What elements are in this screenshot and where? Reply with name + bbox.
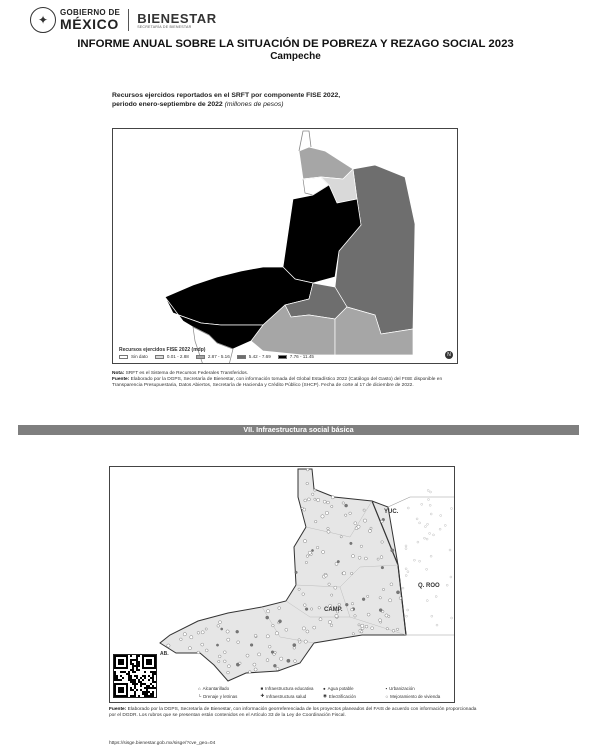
project-point (362, 598, 365, 601)
project-point (219, 621, 222, 624)
document-title: INFORME ANUAL SOBRE LA SITUACIÓN DE POBREZA Y REZAGO SOCIAL 2023 (77, 38, 514, 50)
project-point (258, 653, 261, 656)
fuente-label: Fuente: (112, 377, 130, 383)
project-point (306, 555, 309, 558)
neighbor-point (424, 537, 426, 539)
neighbor-point (405, 568, 407, 570)
header-divider (128, 9, 129, 31)
map2-legend-item (198, 686, 261, 691)
neighbor-point (451, 508, 453, 510)
project-point (301, 507, 303, 509)
neighbor-point (426, 568, 428, 570)
project-point (318, 607, 320, 609)
project-point (350, 572, 352, 574)
map2-legend-item (323, 686, 386, 691)
project-point (361, 624, 364, 627)
gov-line1: GOBIERNO DE (60, 8, 121, 17)
project-point (338, 603, 341, 606)
project-point (218, 660, 220, 662)
neighbor-point (413, 559, 415, 561)
neighbor-point (430, 491, 432, 493)
neighbor-point (449, 549, 451, 551)
project-point (365, 625, 368, 628)
legend-label: 7.76 - 11.45 (289, 354, 314, 359)
infrastructure-map (110, 467, 454, 702)
government-logo (60, 9, 120, 31)
label-ab: AB. (160, 651, 169, 657)
home-improvement-icon: ○ (385, 693, 389, 699)
project-point (324, 574, 327, 577)
project-point (227, 638, 230, 641)
project-point (227, 665, 230, 668)
project-point (381, 520, 384, 523)
neighbor-point (440, 515, 442, 517)
neighbor-point (402, 587, 404, 589)
project-point (382, 588, 384, 590)
project-point (314, 520, 316, 522)
project-point (266, 610, 269, 613)
project-point (360, 545, 362, 547)
agency-logo (137, 12, 217, 29)
map2-legend-label: Drenaje y letrinas (203, 693, 238, 699)
project-point (311, 549, 313, 551)
project-point (363, 509, 365, 511)
project-point (236, 630, 239, 633)
map2-legend (198, 686, 448, 699)
project-point (180, 638, 183, 641)
fuente2-label: Fuente: (109, 707, 127, 712)
project-point (201, 631, 204, 634)
project-point (396, 628, 398, 630)
project-point (399, 597, 402, 600)
project-point (246, 654, 249, 657)
project-point (328, 620, 331, 623)
map2-legend-label: Infraestructura salud (266, 693, 307, 699)
neighbor-point (417, 541, 419, 543)
project-point (217, 625, 220, 628)
project-point (334, 586, 337, 589)
section-heading: VII. Infraestructura social básica (18, 425, 579, 435)
neighbor-point (427, 489, 429, 491)
project-point (310, 608, 312, 610)
campeche-state-area (160, 469, 406, 681)
neighbor-point (406, 615, 408, 617)
project-point (392, 629, 395, 632)
north-arrow-icon: N (445, 351, 453, 359)
legend-swatch (119, 355, 128, 359)
project-point (388, 615, 390, 617)
project-point (227, 671, 230, 674)
project-point (379, 619, 382, 622)
map2-legend-item (261, 686, 324, 691)
project-point (205, 649, 208, 652)
project-point (298, 588, 300, 590)
map1-caption-units: (millones de pesos) (224, 101, 284, 108)
project-point (271, 651, 274, 654)
project-point (342, 572, 345, 575)
project-point (325, 511, 328, 514)
neighbor-point (446, 584, 448, 586)
project-point (221, 628, 223, 630)
project-point (322, 550, 325, 553)
project-point (237, 641, 240, 644)
label-qroo: Q. ROO (418, 583, 440, 589)
legend-swatch (196, 355, 205, 359)
map1-caption-line1: Recursos ejercidos reportados en el SRFT por componente FISE 2022, (112, 92, 341, 99)
project-point (197, 631, 200, 634)
map1-legend-row (119, 354, 318, 359)
page-header (30, 6, 217, 34)
map2-legend-label: Electrificación (328, 693, 356, 699)
neighbor-point (407, 507, 409, 509)
project-point (391, 549, 394, 552)
project-point (253, 663, 256, 666)
project-point (274, 651, 276, 653)
choropleth-map (113, 129, 457, 363)
project-point (379, 609, 382, 612)
project-point (295, 571, 298, 574)
project-point (302, 593, 305, 596)
project-point (354, 522, 357, 525)
map1-caption (112, 91, 458, 109)
map2-legend-label: Urbanización (389, 686, 415, 691)
map1-frame (112, 128, 458, 364)
project-point (367, 613, 370, 616)
project-point (368, 529, 371, 532)
project-point (340, 536, 342, 538)
project-point (293, 647, 296, 650)
project-point (304, 499, 307, 502)
project-point (308, 551, 311, 554)
map2-legend-label: Infraestructura educativa (265, 686, 314, 691)
yucatan-border (388, 497, 454, 507)
project-point (314, 489, 316, 491)
neighbor-point (421, 503, 423, 505)
project-point (331, 496, 334, 499)
neighbor-point (407, 609, 409, 611)
project-point (396, 591, 399, 594)
legend-swatch (155, 355, 164, 359)
project-point (306, 468, 308, 470)
project-point (305, 608, 308, 611)
project-point (201, 643, 204, 646)
project-point (254, 634, 257, 637)
project-point (381, 541, 384, 544)
neighbor-point (429, 532, 431, 534)
project-point (379, 597, 381, 599)
project-point (266, 635, 269, 638)
map2-legend-item (323, 693, 386, 699)
project-point (389, 599, 392, 602)
project-point (293, 643, 296, 646)
project-point (306, 482, 309, 485)
project-point (197, 651, 200, 654)
project-point (390, 583, 393, 586)
document-subtitle: Campeche (270, 51, 321, 62)
project-point (285, 628, 288, 631)
project-point (331, 594, 333, 596)
neighbor-point (439, 528, 441, 530)
electricity-icon: ◉ (323, 693, 327, 698)
source-url-link[interactable]: https://sisge.bienestar.gob.mx/sisge/?cve_geo=04 (109, 741, 216, 746)
project-point (345, 504, 348, 507)
project-point (380, 556, 383, 559)
project-point (250, 644, 253, 647)
project-point (268, 645, 271, 648)
project-point (278, 607, 281, 610)
project-point (302, 627, 305, 630)
project-point (273, 664, 276, 667)
nota-label: Nota: (112, 371, 125, 376)
neighbor-point (424, 526, 426, 528)
school-icon: ■ (260, 686, 264, 691)
national-seal-icon: ✦ (30, 7, 56, 33)
project-point (272, 624, 275, 627)
project-point (330, 624, 333, 627)
project-point (360, 630, 362, 632)
project-point (223, 660, 226, 663)
project-point (327, 527, 329, 529)
project-point (342, 502, 344, 504)
map2-legend-item (386, 686, 449, 691)
project-point (371, 627, 374, 630)
project-point (354, 615, 356, 617)
project-point (266, 616, 269, 619)
project-point (337, 560, 340, 563)
fise-map-figure (112, 91, 458, 366)
project-point (190, 636, 193, 639)
fuente-text: Elaborado por la DGPS, Secretaría de Bienestar, con información tomada del Global Estadístico 2022 (Catálogo del Gasto) del FISE disponible en Transparencia Presupuestaria, Datos Abiertos, Secretaría de Hacienda y Crédito Público (SHCP). Fecha de corte al 17 de diciembre de 2022. (112, 377, 443, 389)
project-point (167, 644, 170, 647)
project-point (276, 667, 279, 670)
project-point (294, 660, 297, 663)
map2-legend-item (261, 693, 324, 699)
legend-label: 5.42 - 7.69 (248, 354, 271, 359)
project-point (304, 640, 307, 643)
health-icon: ✚ (260, 693, 265, 698)
project-point (313, 626, 316, 629)
project-point (278, 620, 281, 623)
project-point (370, 527, 372, 529)
map2-legend-label: Agua potable (327, 686, 354, 691)
project-point (216, 644, 218, 646)
project-point (305, 561, 307, 563)
legend-label: 0.01 - 2.88 (166, 354, 189, 359)
project-point (205, 628, 207, 630)
neighbor-point (450, 576, 452, 578)
map1-legend (119, 347, 318, 359)
infrastructure-map-frame (109, 466, 455, 703)
project-point (218, 655, 221, 658)
project-point (358, 556, 361, 559)
neighbor-point (426, 600, 428, 602)
neighbor-point (451, 617, 453, 619)
map2-legend-label: Alcantarillado (202, 686, 230, 691)
neighbor-point (433, 534, 435, 536)
map1-caption-line2: periodo enero-septiembre de 2022 (112, 101, 223, 108)
neighbor-point (405, 548, 407, 550)
project-point (386, 628, 388, 630)
neighbor-point (419, 560, 421, 562)
project-point (335, 614, 338, 617)
map1-notes (112, 371, 472, 390)
agency-name: BIENESTAR (137, 10, 217, 26)
project-point (331, 505, 333, 507)
project-point (345, 514, 347, 516)
label-camp: CAMP. (324, 607, 343, 613)
map1-legend-title: Recursos ejercidos FISE 2022 (mdp) (119, 347, 206, 353)
project-point (254, 668, 257, 671)
legend-swatch (237, 355, 246, 359)
project-point (367, 595, 369, 597)
neighbor-point (431, 615, 433, 617)
neighbor-point (419, 522, 421, 524)
project-point (306, 630, 309, 633)
legend-label: Sin dato (131, 354, 148, 359)
project-point (317, 498, 320, 501)
house-icon: ⌂ (198, 686, 201, 691)
project-point (223, 651, 226, 654)
project-point (183, 633, 186, 636)
project-point (364, 557, 367, 560)
project-point (303, 539, 306, 542)
project-point (358, 624, 360, 626)
project-point (351, 555, 354, 558)
project-point (327, 501, 330, 504)
neighbor-point (429, 504, 431, 506)
project-point (319, 618, 322, 621)
project-point (327, 530, 330, 533)
map2-legend-item (386, 693, 449, 699)
legend-label: 2.87 - 5.16 (207, 354, 230, 359)
project-point (351, 602, 353, 604)
project-point (349, 512, 352, 515)
neighbor-point (405, 575, 407, 577)
municipality-calkini (299, 147, 353, 179)
project-point (280, 657, 283, 660)
qr-code-icon (113, 654, 157, 698)
neighbor-point (427, 523, 429, 525)
project-point (352, 633, 354, 635)
water-drop-icon: ● (323, 686, 326, 691)
project-point (275, 632, 278, 635)
project-point (381, 566, 384, 569)
fuente2-text: Elaborado por la DGPS, Secretaría de Bienestar, con información georreferenciada de los proyectos planeados del FAIS de acuerdo con información proporcionada por el DGDR. Los rubros que se presentan están contenidos en el Artículo 33 de la Ley de Coordinación Fiscal. (109, 707, 477, 719)
legend-swatch (278, 355, 287, 359)
nota-text: SRFT es el Sistema de Recursos Federales Transferidos. (125, 371, 249, 376)
urbanization-icon: ▪ (385, 686, 388, 691)
project-point (357, 525, 360, 528)
project-point (377, 558, 379, 560)
map2-notes (109, 707, 479, 719)
neighbor-point (435, 596, 437, 598)
project-point (363, 519, 366, 522)
gov-line2: MÉXICO (60, 16, 119, 32)
neighbor-point (426, 538, 428, 540)
project-point (311, 493, 314, 496)
project-point (314, 498, 316, 500)
neighbor-point (416, 518, 418, 520)
neighbor-point (436, 624, 438, 626)
project-point (287, 659, 290, 662)
project-point (239, 662, 241, 664)
project-point (321, 515, 324, 518)
neighbor-point (407, 571, 409, 573)
map2-legend-item (198, 693, 261, 699)
project-point (298, 639, 300, 641)
neighbor-point (430, 513, 432, 515)
project-point (188, 647, 191, 650)
project-point (328, 583, 330, 585)
project-point (350, 542, 353, 545)
project-point (351, 608, 354, 611)
neighbor-point (428, 499, 430, 501)
project-point (266, 659, 269, 662)
drain-icon: └ (198, 693, 202, 699)
label-yuc: YUC. (384, 509, 399, 515)
project-point (345, 603, 348, 606)
map2-legend-label: Mejoramiento de vivienda (390, 693, 441, 699)
project-point (303, 604, 306, 607)
project-point (307, 498, 310, 501)
neighbor-point (444, 524, 446, 526)
project-point (226, 630, 229, 633)
agency-tagline: SECRETARÍA DE BIENESTAR (137, 24, 192, 29)
neighbor-point (405, 545, 407, 547)
project-point (248, 671, 251, 674)
neighbor-point (430, 555, 432, 557)
project-point (316, 546, 319, 549)
project-point (323, 500, 326, 503)
